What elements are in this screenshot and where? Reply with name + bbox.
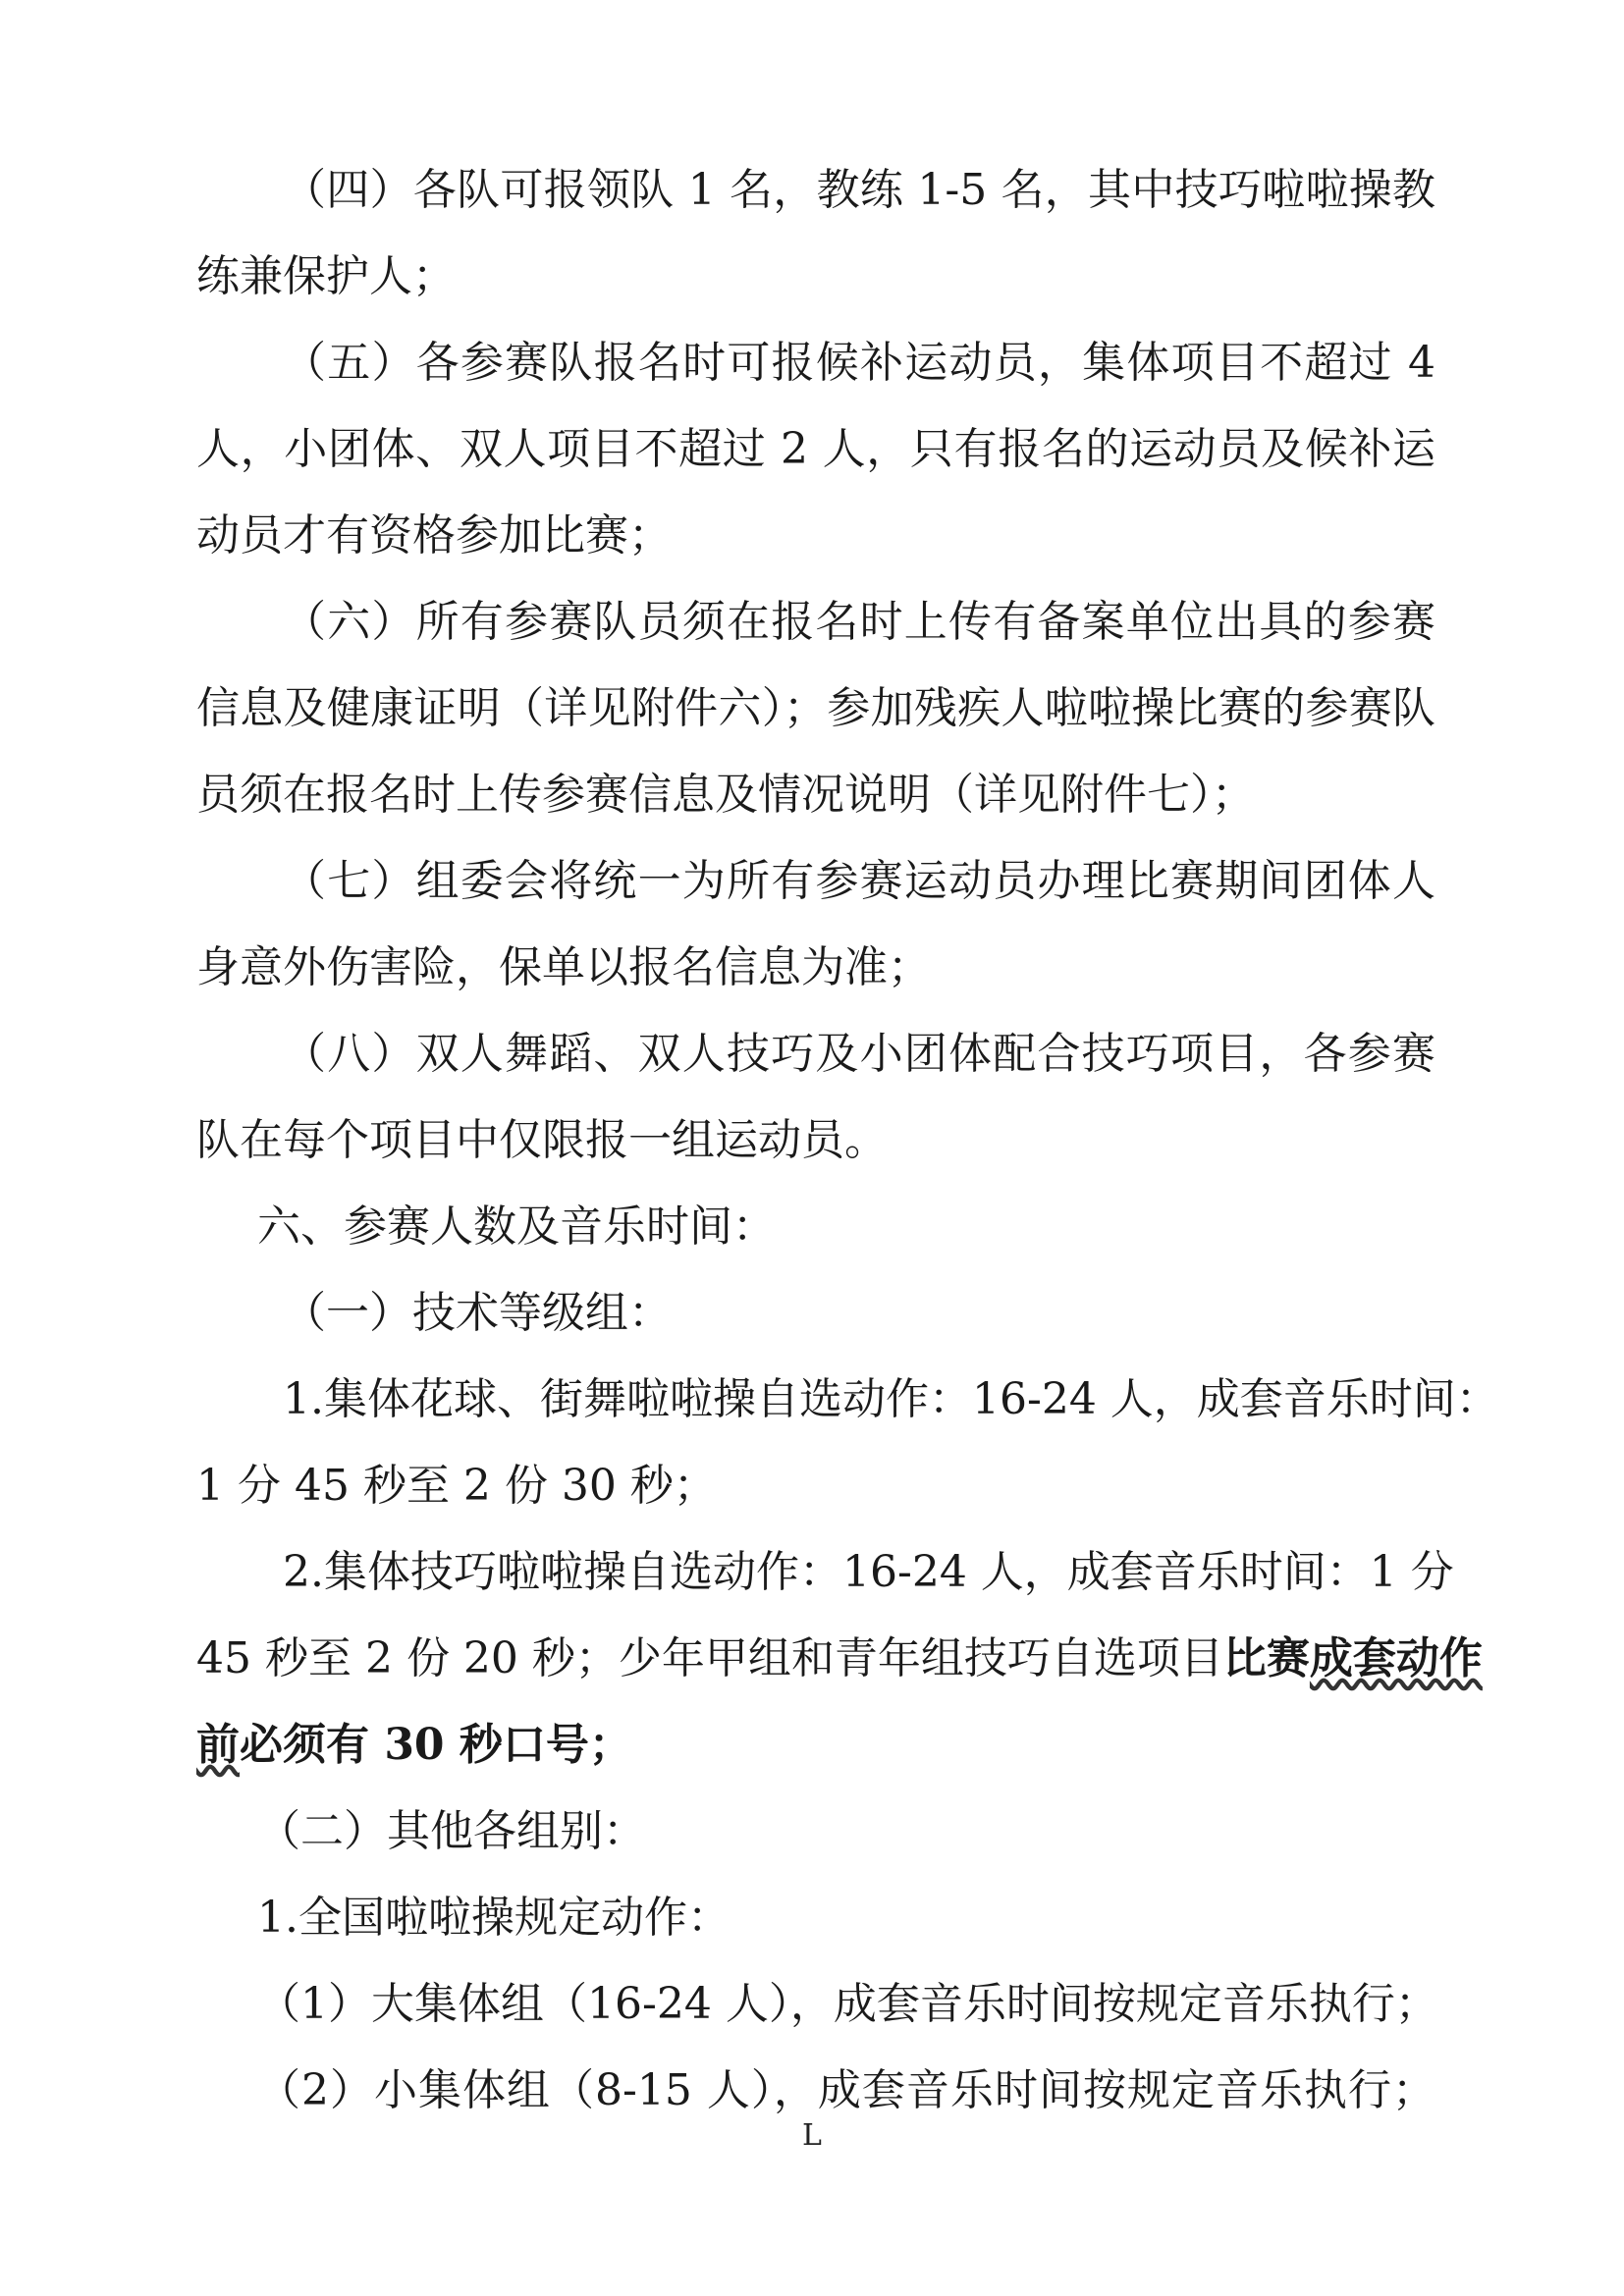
item-1-line-2: 1 分 45 秒至 2 份 30 秒； xyxy=(196,1461,717,1511)
item-2-line-3-bold: 必须有 30 秒口号； xyxy=(240,1720,632,1770)
subsection-2-heading: （二）其他各组别： xyxy=(257,1806,646,1856)
subsection-1-heading: （一）技术等级组： xyxy=(283,1288,672,1338)
item-2-line-2-bold: 比赛 xyxy=(1222,1633,1310,1683)
item-2-line-2-bold-underlined: 成套动作 xyxy=(1309,1633,1483,1683)
paragraph-6-line-1: （六）所有参赛队员须在报名时上传有备案单位出具的参赛 xyxy=(283,597,1435,647)
paragraph-5-line-2: 人，小团体、双人项目不超过 2 人，只有报名的运动员及候补运 xyxy=(196,424,1435,474)
item-2-line-2 xyxy=(196,1631,1483,1686)
paragraph-8-line-1: （八）双人舞蹈、双人技巧及小团体配合技巧项目，各参赛 xyxy=(283,1029,1435,1079)
paragraph-5-line-3: 动员才有资格参加比赛； xyxy=(196,510,672,561)
paragraph-7-line-1: （七）组委会将统一为所有参赛运动员办理比赛期间团体人 xyxy=(283,856,1435,906)
item-1-line-1: 1.集体花球、街舞啦啦操自选动作：16-24 人，成套音乐时间： xyxy=(283,1374,1499,1424)
page-number: L xyxy=(802,2118,822,2153)
item-small-group: （2）小集体组（8-15 人），成套音乐时间按规定音乐执行； xyxy=(257,2065,1435,2115)
paragraph-4-line-1: （四）各队可报领队 1 名，教练 1-5 名，其中技巧啦啦操教 xyxy=(283,165,1435,215)
item-2-line-3-bold-underlined: 前 xyxy=(196,1720,240,1770)
item-large-group: （1）大集体组（16-24 人），成套音乐时间按规定音乐执行； xyxy=(257,1979,1438,2029)
paragraph-5-line-1: （五）各参赛队报名时可报候补运动员，集体项目不超过 4 xyxy=(283,338,1435,388)
item-2-line-2-plain: 45 秒至 2 份 20 秒；少年甲组和青年组技巧自选项目 xyxy=(196,1633,1223,1683)
paragraph-6-line-3: 员须在报名时上传参赛信息及情况说明（详见附件七）； xyxy=(196,770,1255,820)
section-6-heading: 六、参赛人数及音乐时间： xyxy=(257,1201,776,1252)
item-2-line-3 xyxy=(196,1718,1435,1773)
item-national-heading: 1.全国啦啦操规定动作： xyxy=(257,1893,731,1943)
paragraph-8-line-2: 队在每个项目中仅限报一组运动员。 xyxy=(196,1115,888,1165)
item-2-line-1: 2.集体技巧啦啦操自选动作：16-24 人，成套音乐时间：1 分 xyxy=(283,1547,1454,1597)
paragraph-6-line-2: 信息及健康证明（详见附件六）；参加残疾人啦啦操比赛的参赛队 xyxy=(196,683,1435,733)
paragraph-4-line-2: 练兼保护人； xyxy=(196,251,456,301)
paragraph-7-line-2: 身意外伤害险，保单以报名信息为准； xyxy=(196,942,931,992)
